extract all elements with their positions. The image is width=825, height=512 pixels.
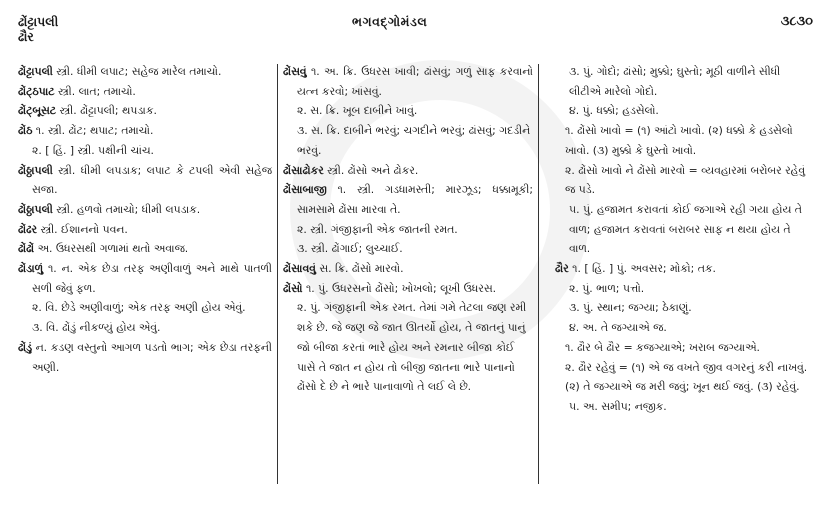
- dictionary-entry: [18, 259, 272, 298]
- definition: ૧. સ્ત્રી. ઢોંટ; થપાટ; તમાચો.: [32, 124, 154, 138]
- dictionary-entry: [283, 62, 533, 101]
- sense: ૩. સ. ક્રિ. દાબીને ભરવું; ચગદીને ભરવું; ઢાંસવું; ગદડીને ભરવું.: [297, 124, 531, 157]
- idiom: ૨. ઢોંસો ખાવો ને ઢોંસો મારવો = વ્યવહારમાં બરોબર રહેવું જ પડે.: [565, 163, 806, 197]
- dictionary-entry: [283, 161, 533, 181]
- dictionary-entry: [18, 161, 272, 200]
- sense: ૨. [ હિં. ] સ્ત્રી. પક્ષીની ચાંચ.: [32, 143, 154, 157]
- sense: ૪. પું. ધક્કો; હડસેલો.: [569, 104, 659, 118]
- column-divider: [538, 64, 539, 484]
- sense: ૪. અ. તે જગ્યાએ જ.: [569, 321, 667, 335]
- sense: ૩. પું. સ્થાન; જગ્યા; ઠેકાણું.: [569, 301, 692, 315]
- definition: અ. ઉધરસથી ગળામાં થતો અવાજ.: [34, 242, 189, 256]
- sense: ૨. સ્ત્રી. ગંજીફાની એક જાતની રમત.: [297, 222, 458, 236]
- guide-word-last: ઢૌર: [18, 29, 34, 44]
- headword: ઢોંઠ: [18, 124, 33, 138]
- dictionary-entry: [18, 220, 272, 240]
- idiom: ૧. ઢોંસો ખાવો = (૧) આંટો ખાવો. (૨) ધક્કો કે હડસેલો ખાવો. (૩) મુક્કો કે ઘુસ્તો ખાવો.: [565, 124, 793, 157]
- definition: ૧. પું. ઉધરસનો ઢોંસો; ખોખલો; લૂખી ઉધરસ.: [302, 281, 497, 295]
- idiom: ૧. ઢૌર બે ઢૌર = કજગ્યાએ; ખરાબ જગ્યાએ.: [565, 340, 760, 354]
- page-number: ૩૮૩૦: [780, 14, 813, 29]
- guide-words: [18, 14, 58, 44]
- headword: ઢોંસાઢોકર: [283, 163, 324, 177]
- dictionary-entry: [18, 121, 272, 141]
- definition: સ્ત્રી. લાત; તમાચો.: [54, 84, 136, 98]
- dictionary-entry: [18, 200, 272, 220]
- headword: ઢોંઠ્ઠાપલી: [18, 202, 53, 216]
- page-title: ભગવદ્ગોમંડલ: [352, 14, 428, 29]
- headword: ઢોંસવું: [283, 65, 307, 78]
- dictionary-entry: [18, 101, 272, 121]
- headword: ઢોંડું: [18, 340, 32, 354]
- definition: ૧. ન. એક છેડા તરફ અણીવાળું અને માથે પાતળી સળી જેવું ફળ.: [32, 262, 272, 295]
- sense: ૨. પું. ભાળ; પત્તો.: [569, 281, 645, 295]
- guide-word-first: ઢોંટ્ટાપલી: [18, 14, 59, 29]
- sense: ૫. અ. સમીપ; નજીક.: [569, 399, 667, 413]
- sense: ૩. વિ. ઢોંડું નીકળ્યું હોય એવું.: [32, 321, 161, 335]
- dictionary-entry: [18, 82, 272, 102]
- headword: ઢોંસાવવું: [283, 262, 316, 276]
- definition: ૧. અ. ક્રિ. ઉધરસ ખાવી; ઢાંસવું; ગળું સાફ કરવાનો યત્ન કરવો; ખાંસવું.: [297, 65, 533, 98]
- definition: ન. કડણ વસ્તુનો આગળ પડતો ભાગ; એક છેડા તરફની અણી.: [32, 340, 272, 374]
- sense: ૨. વિ. છેડે અણીવાળું; એક તરફ અણી હોય એવું.: [32, 301, 246, 315]
- headword: ઢોંઠ્ઠાપલી: [18, 163, 53, 177]
- headword: ઢોંસાબાજી: [283, 183, 327, 197]
- column-2: [283, 62, 533, 397]
- definition: સ્ત્રી. ધીમી લપડાક; લપાટ કે ટપલી એવી સહેજ સજા.: [32, 163, 272, 197]
- headword: ઢોંડાળું: [18, 262, 44, 276]
- page-header: [0, 14, 825, 48]
- headword: ઢોંઢર: [18, 222, 38, 236]
- column-3: [555, 62, 813, 417]
- dictionary-entry: [18, 239, 272, 259]
- sense: ૩. પું. ગોદો; ઢાંસો; મુક્કો; ઘુસ્તો; મૂઠી વાળીને સીધી લીટીએ મારેલો ગોદો.: [569, 65, 781, 98]
- idiom: ૨. ઢૌર રહેવું = (૧) એ જ વખતે જીવ વગરનું કરી નાખવું. (૨) તે જગ્યાએ જ મરી જવું; ખૂન થઈ જવું. (૩) રહેવું.: [565, 360, 808, 394]
- dictionary-entry: [283, 180, 533, 219]
- headword: ઢોંટ્ઠપાટ: [18, 84, 55, 98]
- definition: સ્ત્રી. ઈશાનનો પવન.: [37, 222, 128, 236]
- dictionary-entry: [283, 259, 533, 279]
- definition: ૧. [ હિં. ] પું. અવસર; મોકો; તક.: [568, 262, 716, 276]
- definition: સ્ત્રી. ધીમી લપાટ; સહેજ મારેલ તમાચો.: [52, 65, 222, 78]
- definition: સ્ત્રી. ઢોંટ્ટાપલી; થપડાક.: [56, 104, 157, 118]
- dictionary-entry: [18, 62, 272, 82]
- dictionary-entry: [283, 279, 533, 299]
- definition: ૧. સ્ત્રી. ગડધામસ્તી; મારઝૂડ; ધક્કામૂકી; સામસામે ઢોંસા મારવા તે.: [297, 183, 533, 216]
- sense: ૨. સ. ક્રિ. ખૂબ દાબીને ખાવું.: [297, 104, 418, 118]
- definition: સ્ત્રી. ઢોંસો અને ઢોકર.: [323, 163, 419, 177]
- definition: સ્ત્રી. હળવો તમાચો; ધીમી લપડાક.: [52, 202, 201, 216]
- headword: ઢોંઢોં: [18, 242, 35, 256]
- headword: ઢૌર: [555, 262, 569, 276]
- headword: ઢોંટ્ટાપલી: [18, 65, 53, 78]
- definition: સ. ક્રિ. ઢોંસો મારવો.: [315, 262, 404, 276]
- headword: ઢોંટ્બૂસટ: [18, 104, 57, 118]
- column-divider: [277, 64, 278, 484]
- headword: ઢોંસો: [283, 281, 303, 295]
- sense: ૨. પું. ગંજીફાની એક રમત. તેમાં ગમે તેટલા જણ રમી શકે છે. જે જણ જે જાત ઊતર્યો હોય, તે જાતનું પાનું જો બીજા કરતાં ભારે હોય અને રમનાર બીજા કોઈ પાસે તે જાત ન હોય તો બીજી જાતના ભારે પાનાનો ઢોંસો દે છે ને ભારે પાનાવાળો તે લઈ લે છે.: [297, 301, 527, 394]
- dictionary-entry: [555, 259, 813, 279]
- dictionary-entry: [18, 338, 272, 377]
- column-1: [18, 62, 272, 377]
- sense: ૩. સ્ત્રી. ઢોંગાઈ; લુચ્ચાઈ.: [297, 242, 403, 256]
- sense: ૫. પું. હજામત કરાવતાં કોઈ જગાએ રહી ગયા હોય તે વાળ; હજામત કરાવતાં બરાબર સાફ ન થયા હોય તે વાળ.: [569, 202, 802, 256]
